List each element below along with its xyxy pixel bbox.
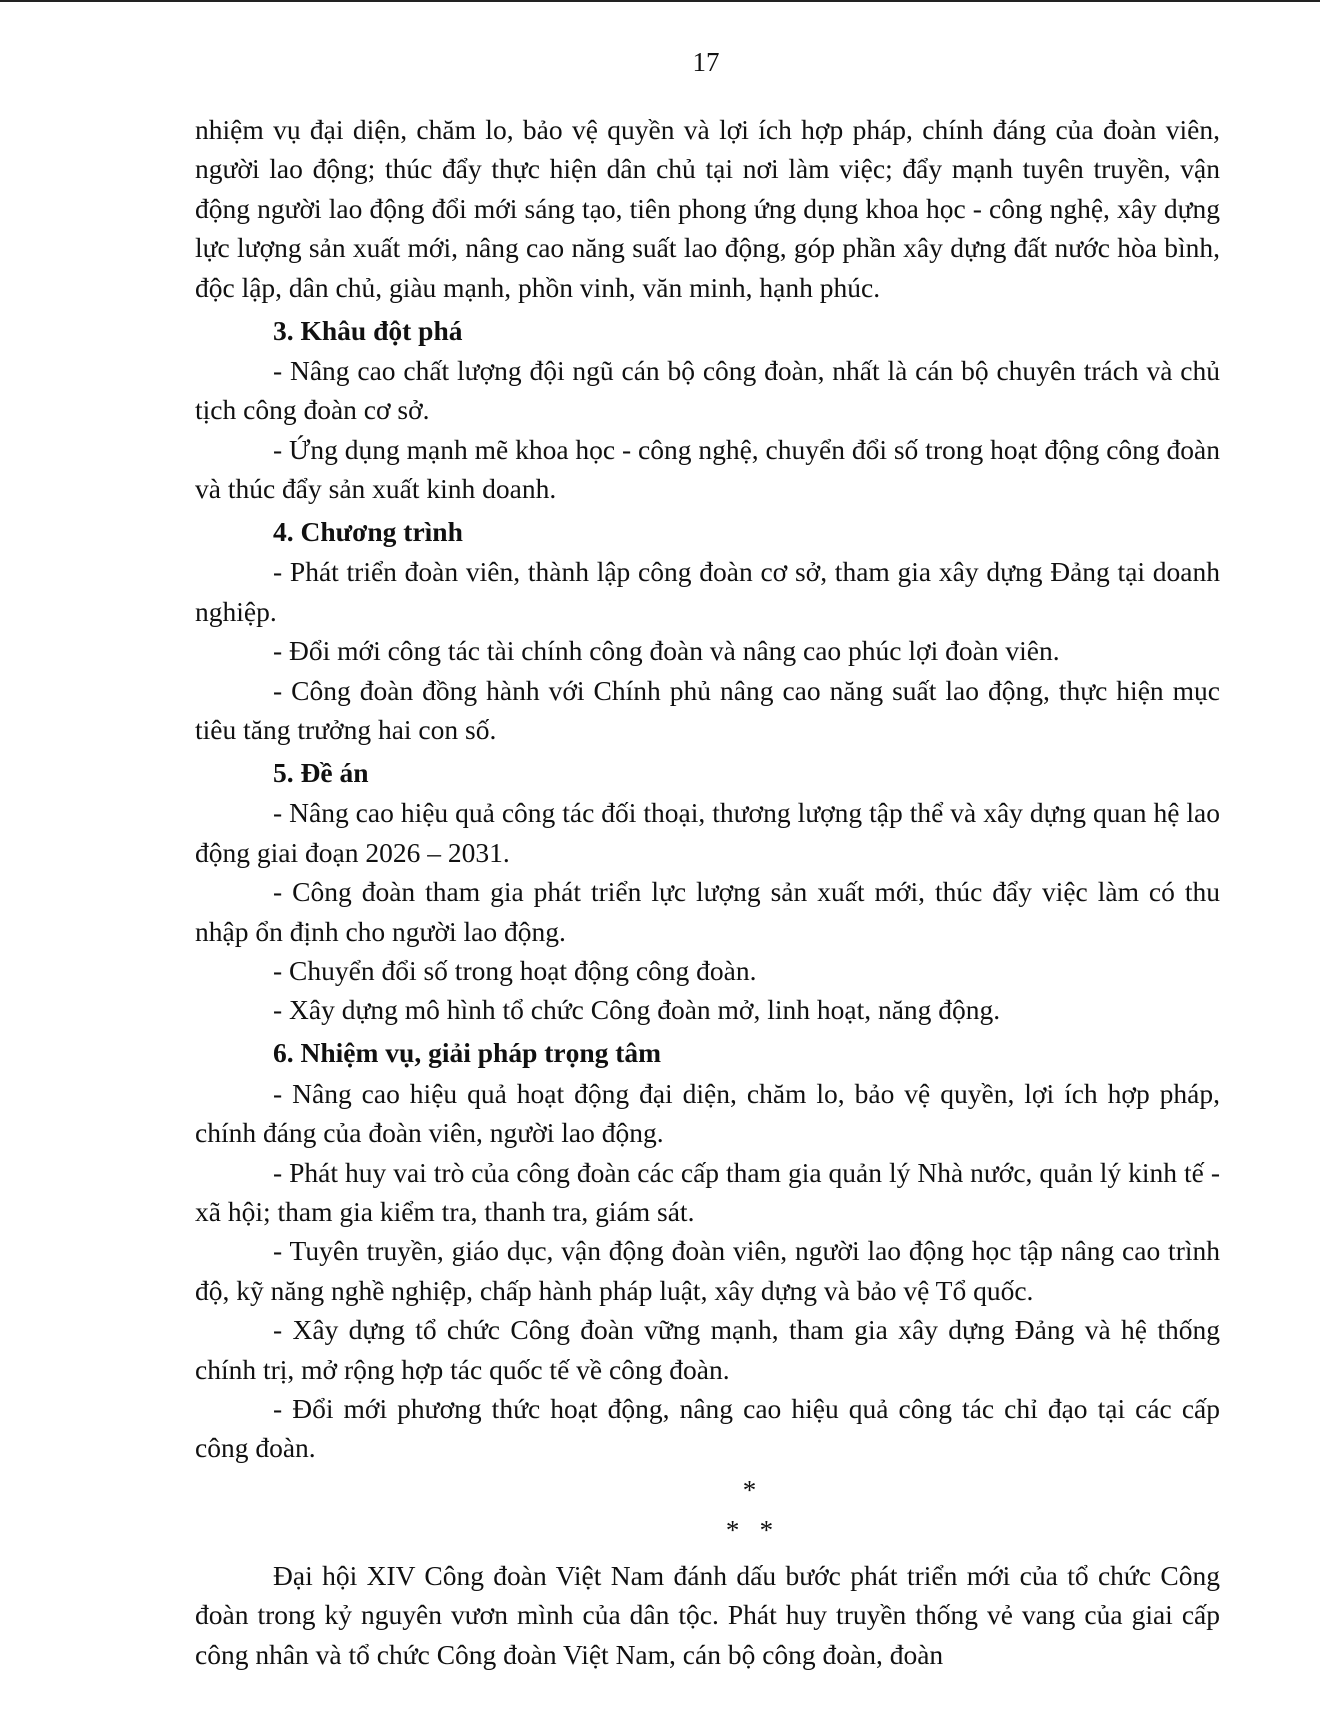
list-item: - Chuyển đổi số trong hoạt động công đoàn. <box>273 955 757 987</box>
list-item: - Công đoàn tham gia phát triển lực lượng sản xuất mới, thúc đẩy việc làm có thu nhập ổn định cho người lao động. <box>195 876 1220 947</box>
section-project <box>195 750 1220 1030</box>
list-item: - Tuyên truyền, giáo dục, vận động đoàn viên, người lao động học tập nâng cao trình độ, kỹ năng nghề nghiệp, chấp hành pháp luật, xây dựng và bảo vệ Tổ quốc. <box>195 1235 1220 1306</box>
document-body <box>195 110 1220 1674</box>
section-heading: 3. Khâu đột phá <box>273 314 463 346</box>
asterism-separator <box>195 1468 1220 1556</box>
intro-paragraph: nhiệm vụ đại diện, chăm lo, bảo vệ quyền và lợi ích hợp pháp, chính đáng của đoàn viên, người lao động; thúc đẩy thực hiện dân chủ tại nơi làm việc; đẩy mạnh tuyên truyền, vận động người lao động đổi mới sáng tạo, tiên phong ứng dụng khoa học - công nghệ, xây dựng lực lượng sản xuất mới, nâng cao năng suất lao động, góp phần xây dựng đất nước hòa bình, độc lập, dân chủ, giàu mạnh, phồn vinh, văn minh, hạnh phúc. <box>195 114 1220 303</box>
list-item: - Đổi mới phương thức hoạt động, nâng cao hiệu quả công tác chỉ đạo tại các cấp công đoàn. <box>195 1393 1220 1464</box>
section-heading: 6. Nhiệm vụ, giải pháp trọng tâm <box>273 1037 662 1069</box>
list-item: - Phát triển đoàn viên, thành lập công đoàn cơ sở, tham gia xây dựng Đảng tại doanh nghiệp. <box>195 556 1220 627</box>
list-item: - Xây dựng mô hình tổ chức Công đoàn mở, linh hoạt, năng động. <box>273 994 1001 1026</box>
list-item: - Nâng cao hiệu quả hoạt động đại diện, chăm lo, bảo vệ quyền, lợi ích hợp pháp, chính đáng của đoàn viên, người lao động. <box>195 1077 1220 1149</box>
list-item: - Đổi mới công tác tài chính công đoàn và nâng cao phúc lợi đoàn viên. <box>273 635 1060 667</box>
section-heading: 4. Chương trình <box>273 516 463 548</box>
section-breakthrough <box>195 307 1220 509</box>
separator-line-bottom: * * <box>725 1514 774 1545</box>
section-program <box>195 509 1220 750</box>
list-item: - Nâng cao chất lượng đội ngũ cán bộ công đoàn, nhất là cán bộ chuyên trách và chủ tịch công đoàn cơ sở. <box>195 354 1220 426</box>
top-border-line <box>0 0 1320 2</box>
section-key-tasks <box>195 1030 1220 1468</box>
section-heading: 5. Đề án <box>273 757 369 788</box>
list-item: - Nâng cao hiệu quả công tác đối thoại, thương lượng tập thể và xây dựng quan hệ lao động giai đoạn 2026 – 2031. <box>195 797 1220 868</box>
separator-line-top: * <box>742 1474 757 1505</box>
list-item: - Xây dựng tổ chức Công đoàn vững mạnh, tham gia xây dựng Đảng và hệ thống chính trị, mở rộng hợp tác quốc tế về công đoàn. <box>195 1314 1220 1385</box>
list-item: - Ứng dụng mạnh mẽ khoa học - công nghệ, chuyển đổi số trong hoạt động công đoàn và thúc đẩy sản xuất kinh doanh. <box>195 433 1220 505</box>
list-item: - Công đoàn đồng hành với Chính phủ nâng cao năng suất lao động, thực hiện mục tiêu tăng trưởng hai con số. <box>195 674 1220 746</box>
list-item: - Phát huy vai trò của công đoàn các cấp tham gia quản lý Nhà nước, quản lý kinh tế - xã hội; tham gia kiểm tra, thanh tra, giám sát. <box>195 1156 1220 1227</box>
closing-paragraph: Đại hội XIV Công đoàn Việt Nam đánh dấu bước phát triển mới của tổ chức Công đoàn trong kỷ nguyên vươn mình của dân tộc. Phát huy truyền thống vẻ vang của giai cấp công nhân và tổ chức Công đoàn Việt Nam, cán bộ công đoàn, đoàn <box>195 1559 1220 1670</box>
page-number: 17 <box>692 47 720 77</box>
